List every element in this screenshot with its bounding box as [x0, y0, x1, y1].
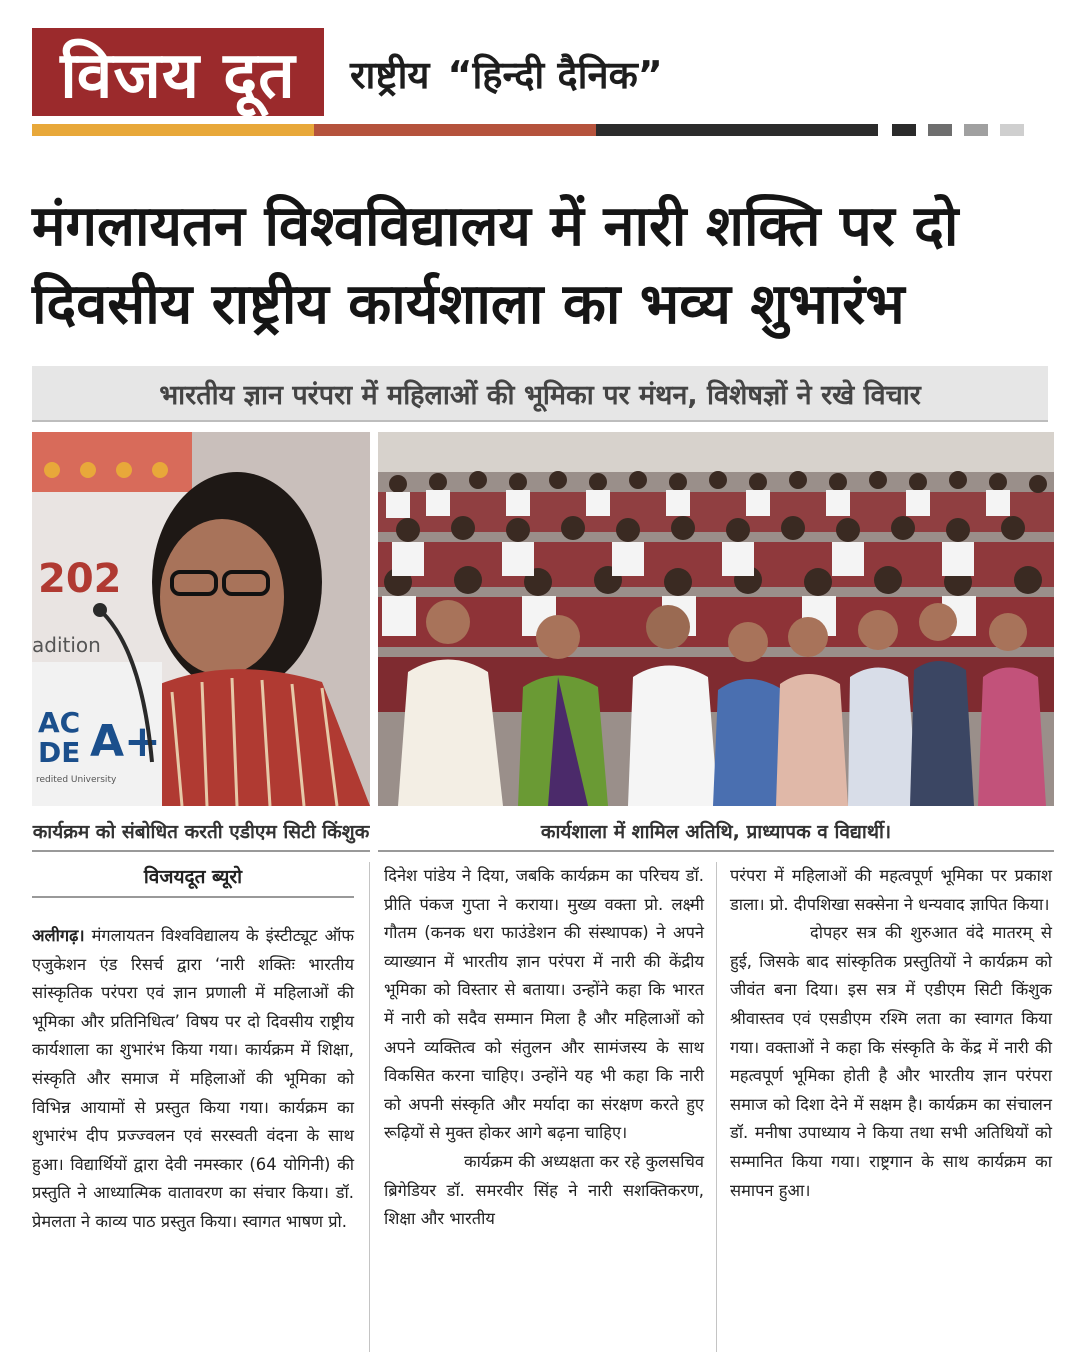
- banner-text-2: adition: [32, 633, 101, 657]
- subheadline-text: भारतीय ज्ञान परंपरा में महिलाओं की भूमिका पर मंथन, विशेषज्ञों ने रखे विचार: [159, 379, 921, 411]
- masthead-square: [1000, 124, 1024, 136]
- masthead-rule-gold: [32, 124, 314, 136]
- masthead-square: [892, 124, 916, 136]
- speaker-photo: [32, 432, 370, 806]
- article-column-2: [384, 862, 704, 1234]
- newspaper-logo: [32, 28, 324, 116]
- banner-text: 202: [38, 556, 122, 602]
- podium-text: AC: [38, 706, 81, 739]
- podium-text-4: redited University: [36, 775, 117, 785]
- masthead-rule-dark: [596, 124, 878, 136]
- left-photo-caption: [32, 812, 370, 852]
- column-divider: [369, 862, 370, 1352]
- article-paragraph: कार्यक्रम की अध्यक्षता कर रहे कुलसचिव ब्रिगेडियर डॉ. समरवीर सिंह ने नारी सशक्तिकरण, शिक्षा और भारतीय: [384, 1151, 704, 1229]
- article-paragraph: दोपहर सत्र की शुरुआत वंदे मातरम् से हुई, जिसके बाद सांस्कृतिक प्रस्तुतियों ने कार्यक्रम को जीवंत बना दिया। इस सत्र में एडीएम सिटी किंशुक श्रीवास्तव एवं एसडीएम रश्मि लता का स्वागत किया गया। वक्ताओं ने कहा कि संस्कृति के केंद्र में नारी की महत्वपूर्ण भूमिका होती है और भारतीय ज्ञान परंपरा समाज को दिशा देने में सक्षम है। कार्यक्रम का संचालन डॉ. मनीषा उपाध्याय ने किया तथा सभी अतिथियों को सम्मानित किया गया। राष्ट्रगान के साथ कार्यक्रम का समापन हुआ।: [730, 923, 1052, 1200]
- article-column-1: [32, 862, 354, 1237]
- col1-text: मंगलायतन विश्वविद्यालय के इंस्टीट्यूट ऑफ एजुकेशन एंड रिसर्च द्वारा ‘नारी शक्तिः भारतीय सांस्कृतिक परंपरा एवं ज्ञान प्रणाली में महिलाओं की भूमिका और प्रतिनिधित्व’ विषय पर दो दिवसीय राष्ट्रीय कार्यशाला का शुभारंभ किया गया। कार्यक्रम में शिक्षा, संस्कृति और समाज में महिलाओं की भूमिका को विभिन्न आयामों से प्रस्तुत किया गया। कार्यक्रम का शुभारंभ दीप प्रज्ज्वलन एवं सरस्वती वंदना के साथ हुआ। विद्यार्थियों द्वारा देवी नमस्कार (64 योगिनी) की प्रस्तुति ने आध्यात्मिक वातावरण का संचार किया। डॉ. प्रेमलता ने काव्य पाठ प्रस्तुत किया। स्वागत भाषण प्रो.: [32, 926, 354, 1231]
- article-paragraph: दिनेश पांडेय ने दिया, जबकि कार्यक्रम का परिचय डॉ. प्रीति पंकज गुप्ता ने कराया। मुख्य वक्ता प्रो. लक्ष्मी गौतम (कनक धरा फाउंडेशन की संस्थापक) ने अपने व्याख्यान में भारतीय ज्ञान परंपरा में नारी की केंद्रीय भूमिका को विस्तार से बताया। उन्होंने कहा कि भारत में नारी को सदैव सम्मान मिला है और महिलाओं को अपने व्यक्तित्व को संतुलन और सामंजस्य के साथ विकसित करना चाहिए। उन्होंने यह भी कहा कि नारी को अपनी संस्कृति और मर्यादा का संरक्षण करते हुए रूढ़ियों से मुक्त होकर आगे बढ़ना चाहिए।: [384, 866, 704, 1143]
- masthead-square: [928, 124, 952, 136]
- article-paragraph: परंपरा में महिलाओं की महत्वपूर्ण भूमिका पर प्रकाश डाला। प्रो. दीपशिखा सक्सेना ने धन्यवाद ज्ञापित किया।: [730, 866, 1052, 914]
- masthead-square: [964, 124, 988, 136]
- tagline-quote: “हिन्दी दैनिक”: [447, 53, 663, 97]
- byline: विजयदूत ब्यूरो: [32, 862, 354, 898]
- masthead-tagline: [350, 44, 663, 104]
- column-divider: [716, 862, 717, 1352]
- subheadline: [32, 366, 1048, 422]
- headline-line-1: मंगलायतन विश्वविद्यालय में नारी शक्ति पर दो: [32, 194, 959, 259]
- audience-photo: [378, 432, 1054, 806]
- podium-text-2: DE: [38, 736, 81, 769]
- brand-name: विजय दूत: [60, 38, 296, 113]
- audience-illustration: [378, 432, 1054, 806]
- article-paragraph: [32, 922, 354, 1237]
- tagline-prefix: राष्ट्रीय: [350, 53, 430, 97]
- podium-grade: A+: [90, 716, 161, 767]
- dateline: अलीगढ़।: [32, 926, 85, 945]
- speaker-illustration: [32, 432, 370, 806]
- right-caption-text: कार्यशाला में शामिल अतिथि, प्राध्यापक व विद्यार्थी।: [540, 821, 892, 843]
- right-photo-caption: [378, 812, 1054, 852]
- headline: [32, 188, 1052, 344]
- headline-line-2: दिवसीय राष्ट्रीय कार्यशाला का भव्य शुभारंभ: [32, 272, 905, 337]
- masthead-rule-rust: [314, 124, 596, 136]
- left-caption-text: कार्यक्रम को संबोधित करती एडीएम सिटी किंशुक: [32, 821, 370, 843]
- article-column-3: [730, 862, 1052, 1205]
